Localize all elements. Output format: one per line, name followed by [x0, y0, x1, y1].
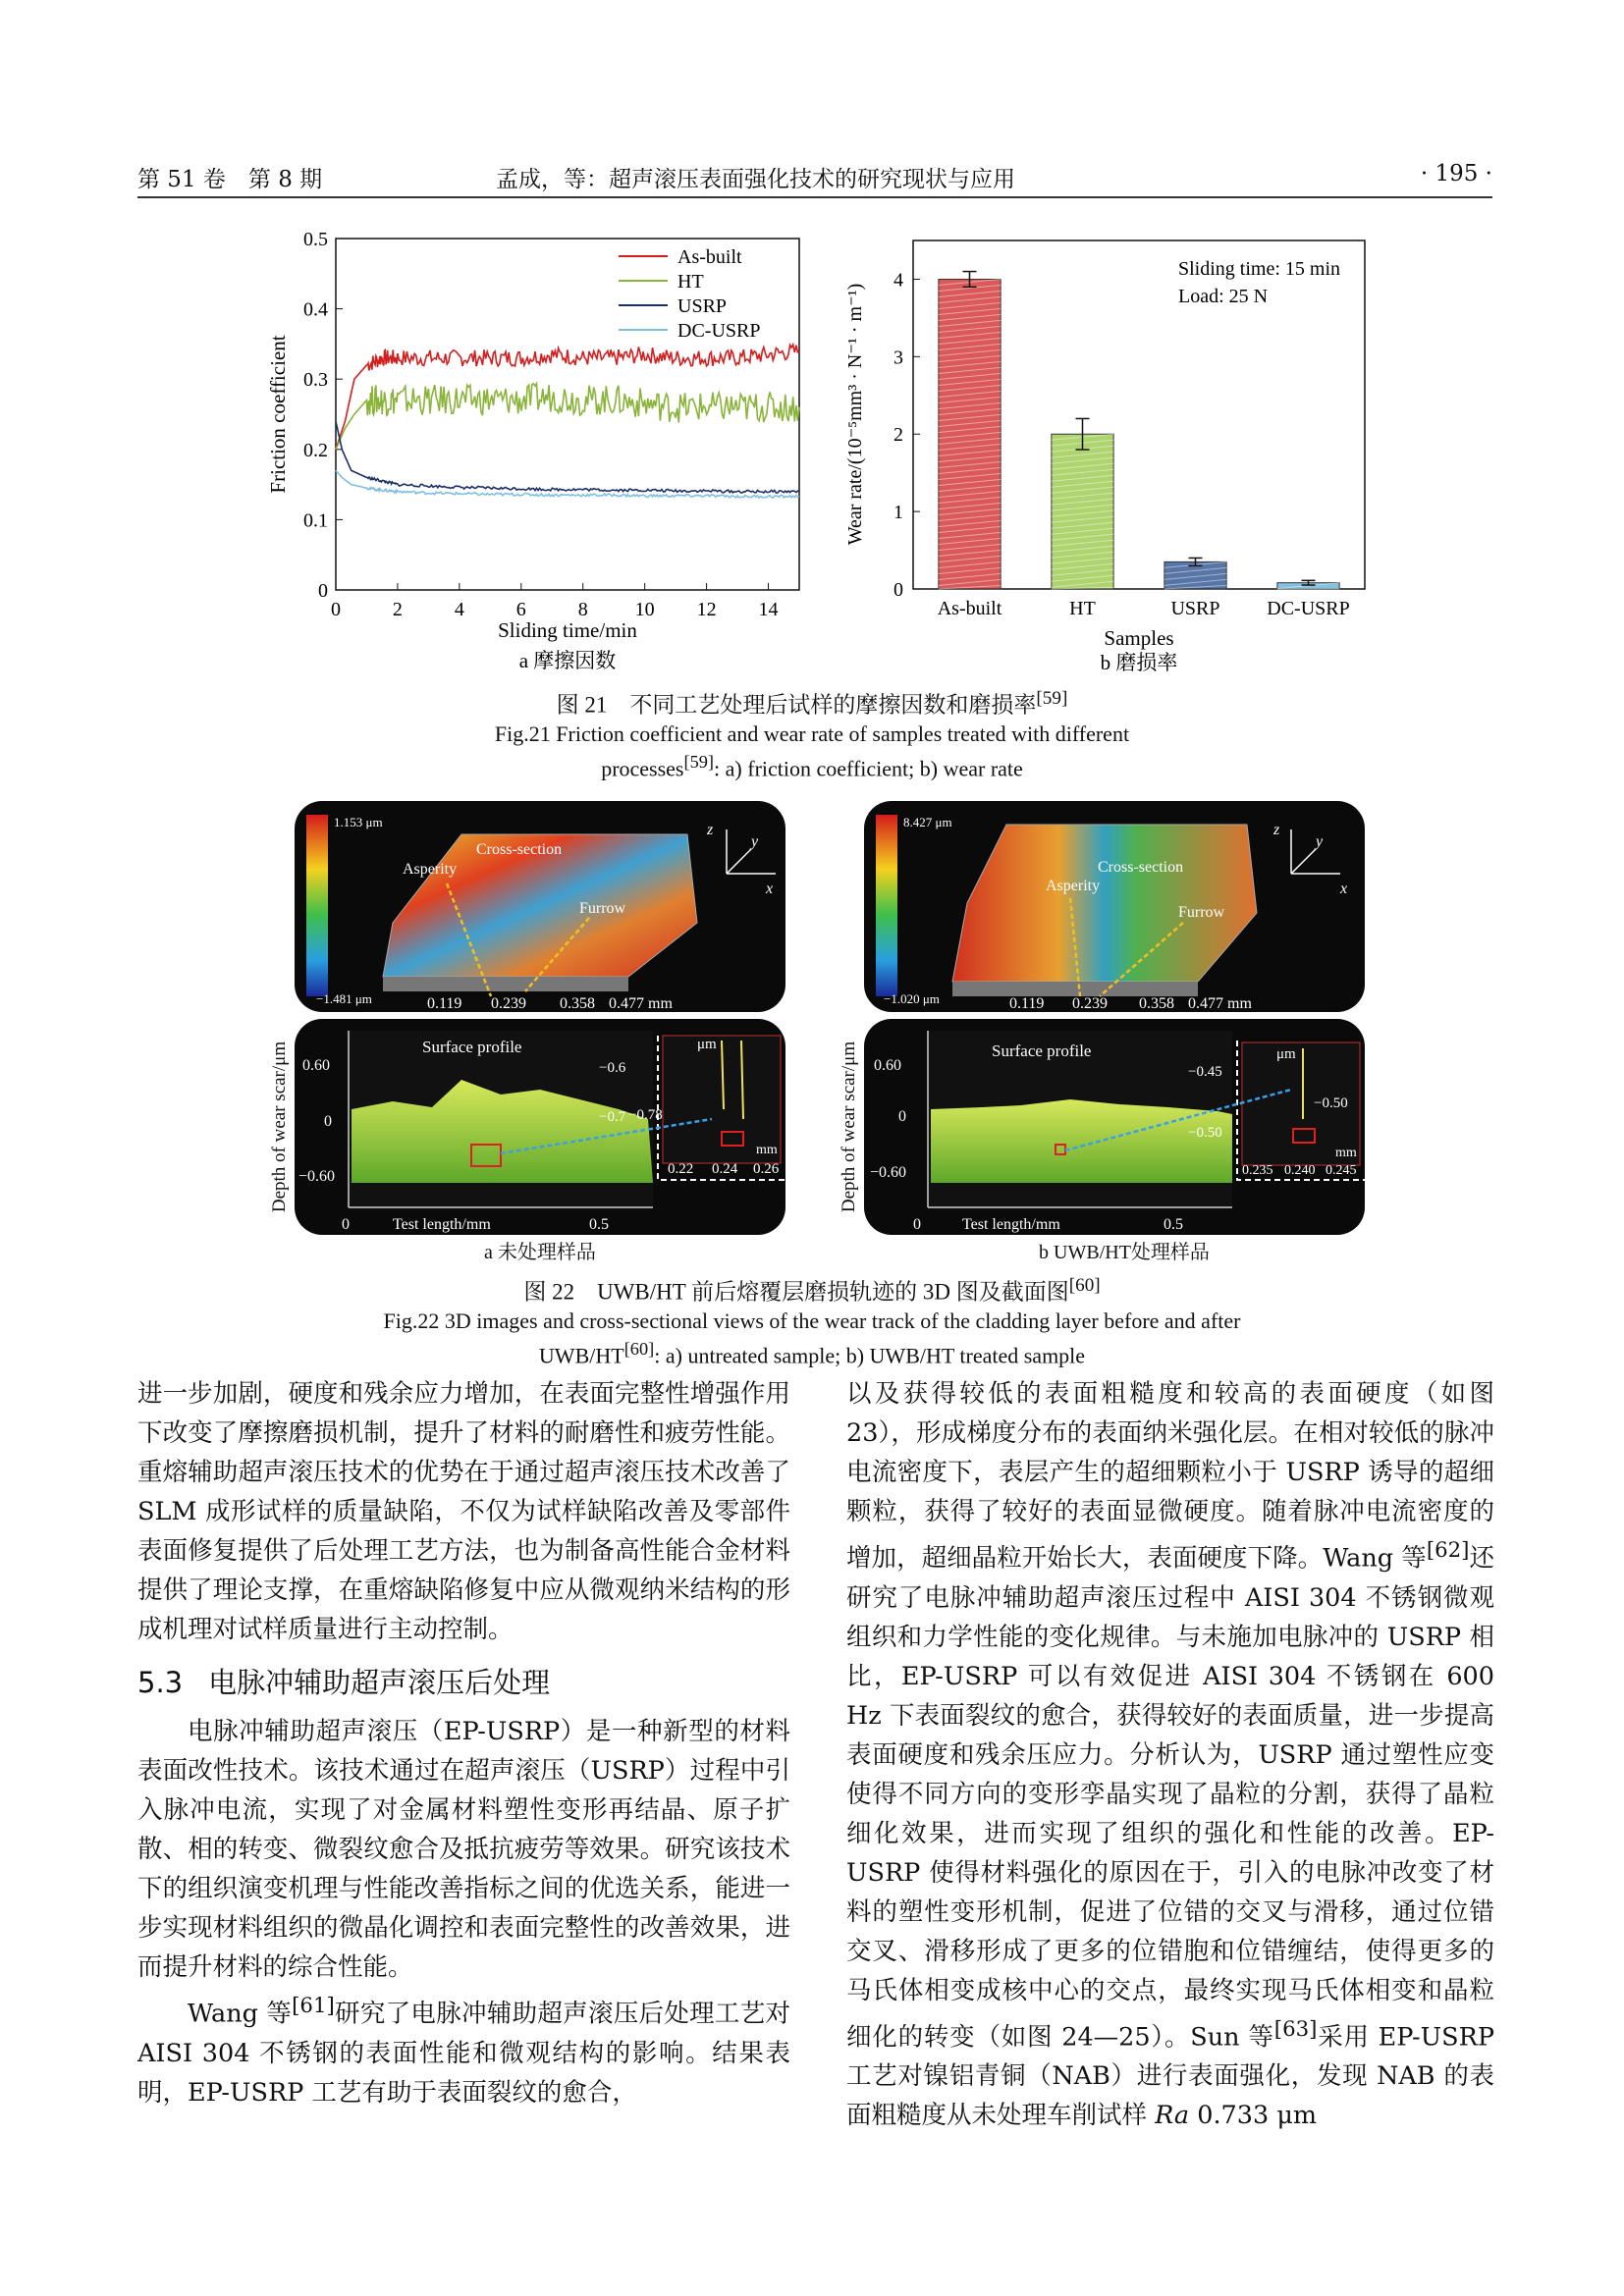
body-right-p1c: 采用 EP-USRP 工艺对镍铝青铜（NAB）进行表面强化，发现 NAB 的表面粗糙度从未处理车削试样: [846, 2022, 1494, 2130]
fig22-a-inset-xunit: mm: [756, 1143, 778, 1157]
fig21-b-xlabel: Samples: [1104, 626, 1174, 650]
fig22-caption-en-2b: : a) untreated sample; b) UWB/HT treated sample: [654, 1342, 1086, 1367]
fig22-a-furrow: Furrow: [579, 900, 626, 917]
body-right-p1a: 以及获得较低的表面粗糙度和较高的表面硬度（如图 23），形成梯度分布的表面纳米强化层。在相对较低的脉冲电流密度下，表层产生的超细颗粒小于 USRP 诱导的超细颗粒，获得了较好的表面显微硬度。随着脉冲电流密度的增加，超细晶粒开始长大，表面硬度下降。Wang 等: [846, 1379, 1494, 1574]
fig22-b-xaxis: Test length/mm: [962, 1216, 1060, 1233]
fig22-b-inset-x1: 0.235: [1242, 1163, 1273, 1178]
fig22-panel-b: [839, 795, 1394, 1266]
fig22-b-cross: Cross-section: [1098, 859, 1184, 876]
fig22-a-cross: Cross-section: [476, 841, 563, 858]
fig22-a-axis-z: z: [707, 822, 714, 838]
body-left-p3b: 研究了电脉冲辅助超声滚压后处理工艺对 AISI 304 不锈钢的表面性能和微观结构的影响。结果表明，EP-USRP 工艺有助于表面裂纹的愈合，: [137, 1999, 790, 2108]
fig22-caption-en-2: UWB/HT: [538, 1342, 624, 1367]
fig22-b-ytick-1: 0.60: [874, 1057, 901, 1074]
fig21-a-ytick-label: 0.5: [303, 229, 328, 250]
fig21-a-legend-as-built: As-built: [677, 246, 742, 268]
ref-62: [62]: [1426, 1538, 1470, 1563]
fig22-b-axis-y: y: [1316, 833, 1324, 850]
ra-symbol: Ra: [1155, 2101, 1190, 2130]
fig22-b-inset-xunit: mm: [1335, 1146, 1357, 1160]
fig21-b-ytick-label: 1: [893, 502, 903, 524]
fig21-b-category-usrp: USRP: [1170, 598, 1220, 619]
fig21-b-category-as-built: As-built: [937, 598, 1002, 619]
section-title: 电脉冲辅助超声滚压后处理: [208, 1666, 551, 1699]
fig21-a-ytick-label: 0.3: [303, 369, 328, 392]
fig22-a-ytick-1: 0.60: [302, 1057, 330, 1074]
fig21-b-annotation-time: Sliding time: 15 min: [1178, 258, 1341, 280]
fig22-a-xtick-1: 0.119: [427, 995, 462, 1012]
body-left-p3: [137, 1987, 790, 2112]
fig21-a-xtick-label: 4: [454, 599, 464, 620]
ref-63: [63]: [1273, 2016, 1318, 2042]
fig21-caption-zh: 图 21 不同工艺处理后试样的摩擦因数和磨损率: [556, 692, 1037, 718]
body-right-column: [846, 1374, 1494, 2135]
fig22-a-inset-y2: −0.7: [599, 1109, 626, 1125]
fig22-b-asperity: Asperity: [1046, 878, 1101, 894]
fig21-a-legend-dc-usrp: DC-USRP: [677, 320, 761, 342]
fig21-b-ytick-label: 2: [893, 424, 903, 447]
fig21-caption-en-ref: [59]: [683, 751, 715, 772]
fig22-b-ytick-3: −0.60: [870, 1164, 907, 1181]
fig21-a-ylabel: Friction coefficient: [266, 335, 290, 494]
fig21-a-xtick-label: 0: [331, 599, 341, 620]
fig21-b-annotation-load: Load: 25 N: [1178, 286, 1269, 307]
fig21-b-ytick-label: 4: [893, 269, 903, 292]
fig22-a-xtick-2: 0.239: [491, 995, 526, 1012]
body-right-p1b: 还研究了电脉冲辅助超声滚压过程中 AISI 304 不锈钢微观组织和力学性能的变化规律。与未施加电脉冲的 USRP 相比，EP-USRP 可以有效促进 AISI 304 不锈钢在 600 Hz 下表面裂纹的愈合，获得较好的表面质量，进一步提高表面硬度和残余压应力。分析认为，USRP 通过塑性应变使得不同方向的变形孪晶实现了晶粒的分割，获得了晶粒细化效果，进而实现了组织的强化和性能的改善。EP-USRP 使得材料强化的原因在于，引入的电脉冲改变了材料的塑性变形机制，促进了位错的交叉与滑移，通过位错交叉、滑移形成了更多的位错胞和位错缠结，使得更多的马氏体相变成核中心的交点，最终实现马氏体相变和晶粒细化的转变（如图 24—25）。Sun 等: [846, 1543, 1494, 2052]
body-right-p1: [846, 1374, 1494, 2135]
fig22-a-axis-y: y: [751, 833, 759, 850]
fig22-b-inset-val: −0.50: [1314, 1095, 1348, 1111]
fig22-caption: [0, 1271, 1624, 1369]
fig22-a-x0: 0: [342, 1216, 350, 1233]
fig22-b-furrow: Furrow: [1178, 904, 1225, 921]
fig22-a-inset-unit: μm: [697, 1037, 717, 1052]
fig21-a-legend-usrp: USRP: [677, 295, 728, 317]
fig22-a-xaxis: Test length/mm: [393, 1216, 491, 1233]
fig22-a-scale-top: 1.153 μm: [334, 815, 383, 829]
fig22-a-ytick-3: −0.60: [298, 1168, 336, 1185]
fig21-caption-en-1: Fig.21 Friction coefficient and wear rate of samples treated with different: [494, 721, 1130, 746]
fig22-a-xtick-4: 0.477 mm: [609, 995, 673, 1012]
fig22-b-xtick-2: 0.239: [1072, 995, 1108, 1012]
journal-volume: 第 51 卷 第 8 期: [137, 167, 323, 192]
fig21-a-xlabel: Sliding time/min: [498, 618, 637, 642]
fig21-caption: [0, 684, 1624, 782]
fig22-b-scale-top: 8.427 μm: [903, 815, 952, 829]
fig22-a-asperity: Asperity: [403, 861, 458, 878]
fig21-a-ytick-label: 0.1: [303, 509, 328, 532]
fig22-b-scale-bottom: −1.020 μm: [884, 991, 940, 1006]
fig22-b-axis-x: x: [1340, 881, 1348, 897]
fig21-chart-b: [839, 221, 1380, 682]
body-right-p1d: 0.733 μm: [1189, 2101, 1318, 2130]
fig22-b-inset-unit: μm: [1276, 1046, 1296, 1062]
fig21-caption-en-2: processes: [601, 755, 684, 780]
fig22-a-ylabel: Depth of wear scar/μm: [269, 1041, 290, 1213]
fig22-b-inset-y1: −0.45: [1188, 1064, 1222, 1080]
fig21-a-ytick-label: 0: [318, 580, 328, 602]
fig22-caption-zh: 图 22 UWB/HT 前后熔覆层磨损轨迹的 3D 图及截面图: [523, 1279, 1069, 1305]
running-header: [137, 157, 1492, 198]
page-number: · 195 ·: [1420, 161, 1492, 187]
section-number: 5.3: [137, 1666, 184, 1699]
fig22-a-inset-x3: 0.26: [753, 1161, 780, 1177]
fig22-b-inset-y2: −0.50: [1188, 1125, 1222, 1141]
fig22-b-x1: 0.5: [1164, 1216, 1183, 1233]
fig22-a-xtick-3: 0.358: [560, 995, 595, 1012]
fig21-a-ytick-label: 0.2: [303, 439, 328, 461]
fig21-b-ytick-label: 3: [893, 347, 903, 369]
fig22-a-profile: Surface profile: [422, 1038, 522, 1056]
fig22-a-inset-y3: −0.78: [628, 1107, 663, 1123]
fig22-a-panel-label: a 未处理样品: [484, 1242, 596, 1263]
fig22-a-x1: 0.5: [589, 1216, 609, 1233]
body-left-p3a: Wang 等: [188, 1999, 293, 2029]
fig22-a-inset-x1: 0.22: [668, 1161, 694, 1177]
fig22-b-profile: Surface profile: [992, 1041, 1092, 1060]
fig22-b-x0: 0: [913, 1216, 921, 1233]
fig21-a-legend-ht: HT: [677, 271, 704, 293]
body-left-p2: 电脉冲辅助超声滚压（EP-USRP）是一种新型的材料表面改性技术。该技术通过在超声滚压（USRP）过程中引入脉冲电流，实现了对金属材料塑性变形再结晶、原子扩散、相的转变、微裂纹愈合及抵抗疲劳等效果。研究该技术下的组织演变机理与性能改善指标之间的优选关系，能进一步实现材料组织的微晶化调控和表面完整性的改善效果，进而提升材料的综合性能。: [137, 1717, 790, 1982]
fig22-caption-zh-ref: [60]: [1068, 1275, 1101, 1296]
fig22-b-ylabel: Depth of wear scar/μm: [839, 1041, 859, 1213]
fig21-caption-zh-ref: [59]: [1036, 688, 1068, 709]
fig21-b-ylabel: Wear rate/(10⁻⁵mm³ · N⁻¹ · m⁻¹): [844, 283, 866, 546]
fig21-chart-a: [255, 221, 825, 682]
fig22-a-ytick-2: 0: [324, 1113, 332, 1130]
fig21-a-xtick-label: 10: [634, 599, 655, 620]
fig21-b-panel-label: b 磨损率: [1100, 651, 1178, 674]
fig22-b-inset-x3: 0.245: [1326, 1163, 1357, 1178]
fig22-panel-a: [265, 795, 815, 1266]
fig22-b-ytick-2: 0: [898, 1108, 906, 1125]
fig21-a-xtick-label: 2: [392, 599, 403, 620]
fig21-a-ytick-label: 0.4: [303, 298, 328, 321]
fig22-b-xtick-4: 0.477 mm: [1188, 995, 1252, 1012]
fig21-caption-en-2b: : a) friction coefficient; b) wear rate: [714, 755, 1023, 780]
fig21-b-category-dc-usrp: DC-USRP: [1267, 598, 1350, 619]
fig21-a-xtick-label: 6: [515, 599, 526, 620]
fig21-a-panel-label: a 摩擦因数: [518, 649, 617, 672]
fig22-a-scale-bottom: −1.481 μm: [316, 991, 372, 1006]
fig21-a-xtick-label: 12: [696, 599, 717, 620]
body-left-column: [137, 1374, 790, 2112]
fig22-b-xtick-3: 0.358: [1139, 995, 1174, 1012]
fig22-a-axis-x: x: [766, 881, 774, 897]
running-title: 孟成，等：超声滚压表面强化技术的研究现状与应用: [496, 167, 1015, 192]
fig22-a-inset-y1: −0.6: [599, 1060, 626, 1076]
fig22-caption-en-ref: [60]: [623, 1338, 655, 1359]
body-left-p1: 进一步加剧，硬度和残余应力增加，在表面完整性增强作用下改变了摩擦磨损机制，提升了材料的耐磨性和疲劳性能。重熔辅助超声滚压技术的优势在于通过超声滚压技术改善了 SLM 成形试样的质量缺陷，不仅为试样缺陷改善及零部件表面修复提供了后处理工艺方法，也为制备高性能合金材料提供了理论支撑，在重熔缺陷修复中应从微观纳米结构的形成机理对试样质量进行主动控制。: [137, 1379, 790, 1644]
fig22-b-inset-x2: 0.240: [1284, 1163, 1316, 1178]
section-heading: [137, 1663, 790, 1702]
fig21-a-xtick-label: 8: [577, 599, 588, 620]
fig22-a-inset-x2: 0.24: [712, 1161, 738, 1177]
fig22-b-axis-z: z: [1273, 822, 1280, 838]
fig21-b-ytick-label: 0: [893, 579, 903, 601]
fig21-b-category-ht: HT: [1069, 598, 1096, 619]
fig22-b-panel-label: b UWB/HT处理样品: [1039, 1242, 1210, 1263]
fig21-a-xtick-label: 14: [758, 599, 779, 620]
fig22-caption-en-1: Fig.22 3D images and cross-sectional views of the wear track of the cladding layer before and after: [383, 1308, 1241, 1333]
ref-61: [61]: [292, 1994, 335, 2018]
fig22-b-xtick-1: 0.119: [1009, 995, 1045, 1012]
